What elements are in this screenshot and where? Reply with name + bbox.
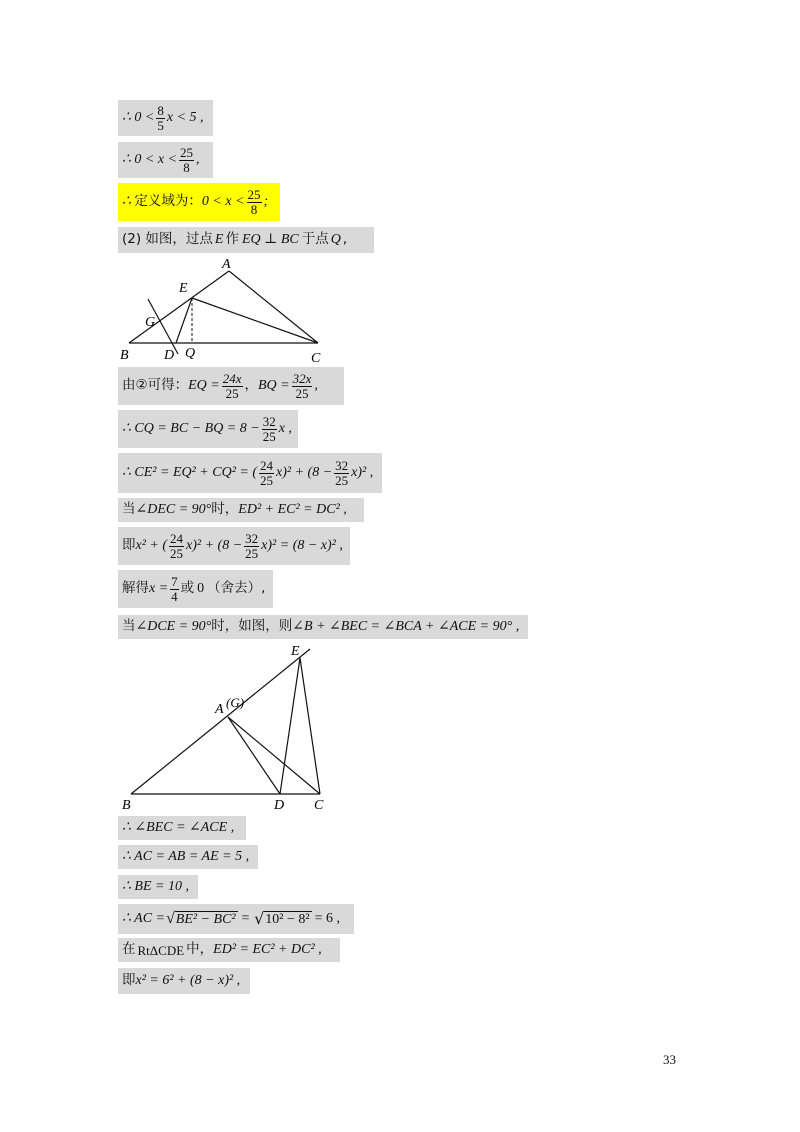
- square-root: √ 10² − 8²: [254, 909, 310, 928]
- domain-label: 定义域为：: [134, 193, 202, 210]
- label-Q: Q: [185, 346, 196, 361]
- label-E: E: [291, 644, 300, 659]
- label-E: E: [179, 281, 188, 296]
- step-line-6: ∴ CQ = BC − BQ = 8 − $\frac{32}{25}$ x ,: [118, 410, 298, 448]
- fraction: $\frac{24}{25}$: [170, 530, 184, 561]
- label-A: A: [222, 257, 231, 272]
- fraction: $\frac{32}{25}$: [245, 530, 259, 561]
- label-A: A: [215, 702, 224, 717]
- fraction: $\frac{24}{25}$: [260, 457, 274, 488]
- label-B: B: [120, 348, 129, 363]
- part-2-intro: (2) 如图，过点 E 作 EQ ⊥ BC 于点 Q ,: [118, 227, 374, 253]
- square-root: √ BE² − BC²: [166, 910, 236, 927]
- step-line-13: ∴ AC = AB = AE = 5 ,: [118, 845, 258, 869]
- expr: 0 < x <: [201, 194, 245, 209]
- fraction: $\frac{7}{4}$: [171, 573, 178, 604]
- step-line-14: ∴ BE = 10 ,: [118, 875, 198, 899]
- label-D: D: [164, 348, 175, 363]
- label-G: (G): [226, 695, 245, 710]
- fraction: $\frac{25}{8}$: [247, 186, 261, 217]
- expr: ∴ 0 < x <: [122, 152, 178, 167]
- step-line-15: ∴ AC = √ BE² − BC² = √ 10² − 8² = 6 ,: [118, 904, 354, 934]
- step-line-1: [118, 100, 213, 136]
- expr: ∴ 0 <: [122, 110, 155, 125]
- label-C: C: [311, 351, 321, 366]
- step-line-9: 即 x² + ( $\frac{24}{25}$ x)² + (8 − $\frac{32}{25}$ x)² = (8 − x)² ,: [118, 527, 350, 565]
- domain-conclusion: ∴ 定义域为： 0 < x < $\frac{25}{8}$ ;: [118, 183, 280, 221]
- figure-1-triangle: [118, 256, 324, 366]
- step-line-5: 由②可得： EQ = $\frac{24x}{25}$ ， BQ = $\frac{32x}{25}$ ,: [118, 367, 344, 405]
- fraction: $\frac{8}{5}$: [157, 102, 164, 133]
- step-line-7: ∴ CE² = EQ² + CQ² = ( $\frac{24}{25}$ x)² + (8 − $\frac{32}{25}$ x)² ,: [118, 453, 382, 493]
- step-line-2: [118, 142, 213, 178]
- label-D: D: [274, 798, 285, 813]
- step-line-12: ∴ ∠BEC = ∠ACE ,: [118, 816, 246, 840]
- expr: ;: [263, 194, 269, 209]
- page-number: 33: [663, 1052, 676, 1067]
- label-G: G: [145, 315, 156, 330]
- fraction: $\frac{32}{25}$: [262, 413, 276, 444]
- expr: ,: [196, 152, 200, 167]
- step-line-8: 当 ∠DEC = 90° 时， ED² + EC² = DC² ,: [118, 498, 364, 522]
- fraction: $\frac{25}{8}$: [180, 144, 194, 175]
- step-line-10: 解得 x = $\frac{7}{4}$ 或 0 （舍去）,: [118, 570, 273, 608]
- expr: x < 5 ,: [166, 110, 204, 125]
- figure-2-triangle: [118, 641, 328, 813]
- label-B: B: [122, 798, 131, 813]
- fraction: $\frac{32x}{25}$: [292, 370, 312, 401]
- step-line-16: 在 RtΔCDE 中， ED² = EC² + DC² ,: [118, 938, 340, 962]
- fraction: $\frac{32}{25}$: [335, 457, 349, 488]
- label-C: C: [314, 798, 324, 813]
- step-line-17: 即 x² = 6² + (8 − x)² ,: [118, 968, 250, 994]
- fraction: $\frac{24x}{25}$: [222, 370, 242, 401]
- step-line-11: 当 ∠DCE = 90° 时，如图，则 ∠B + ∠BEC = ∠BCA + ∠ACE = 90° ,: [118, 615, 528, 639]
